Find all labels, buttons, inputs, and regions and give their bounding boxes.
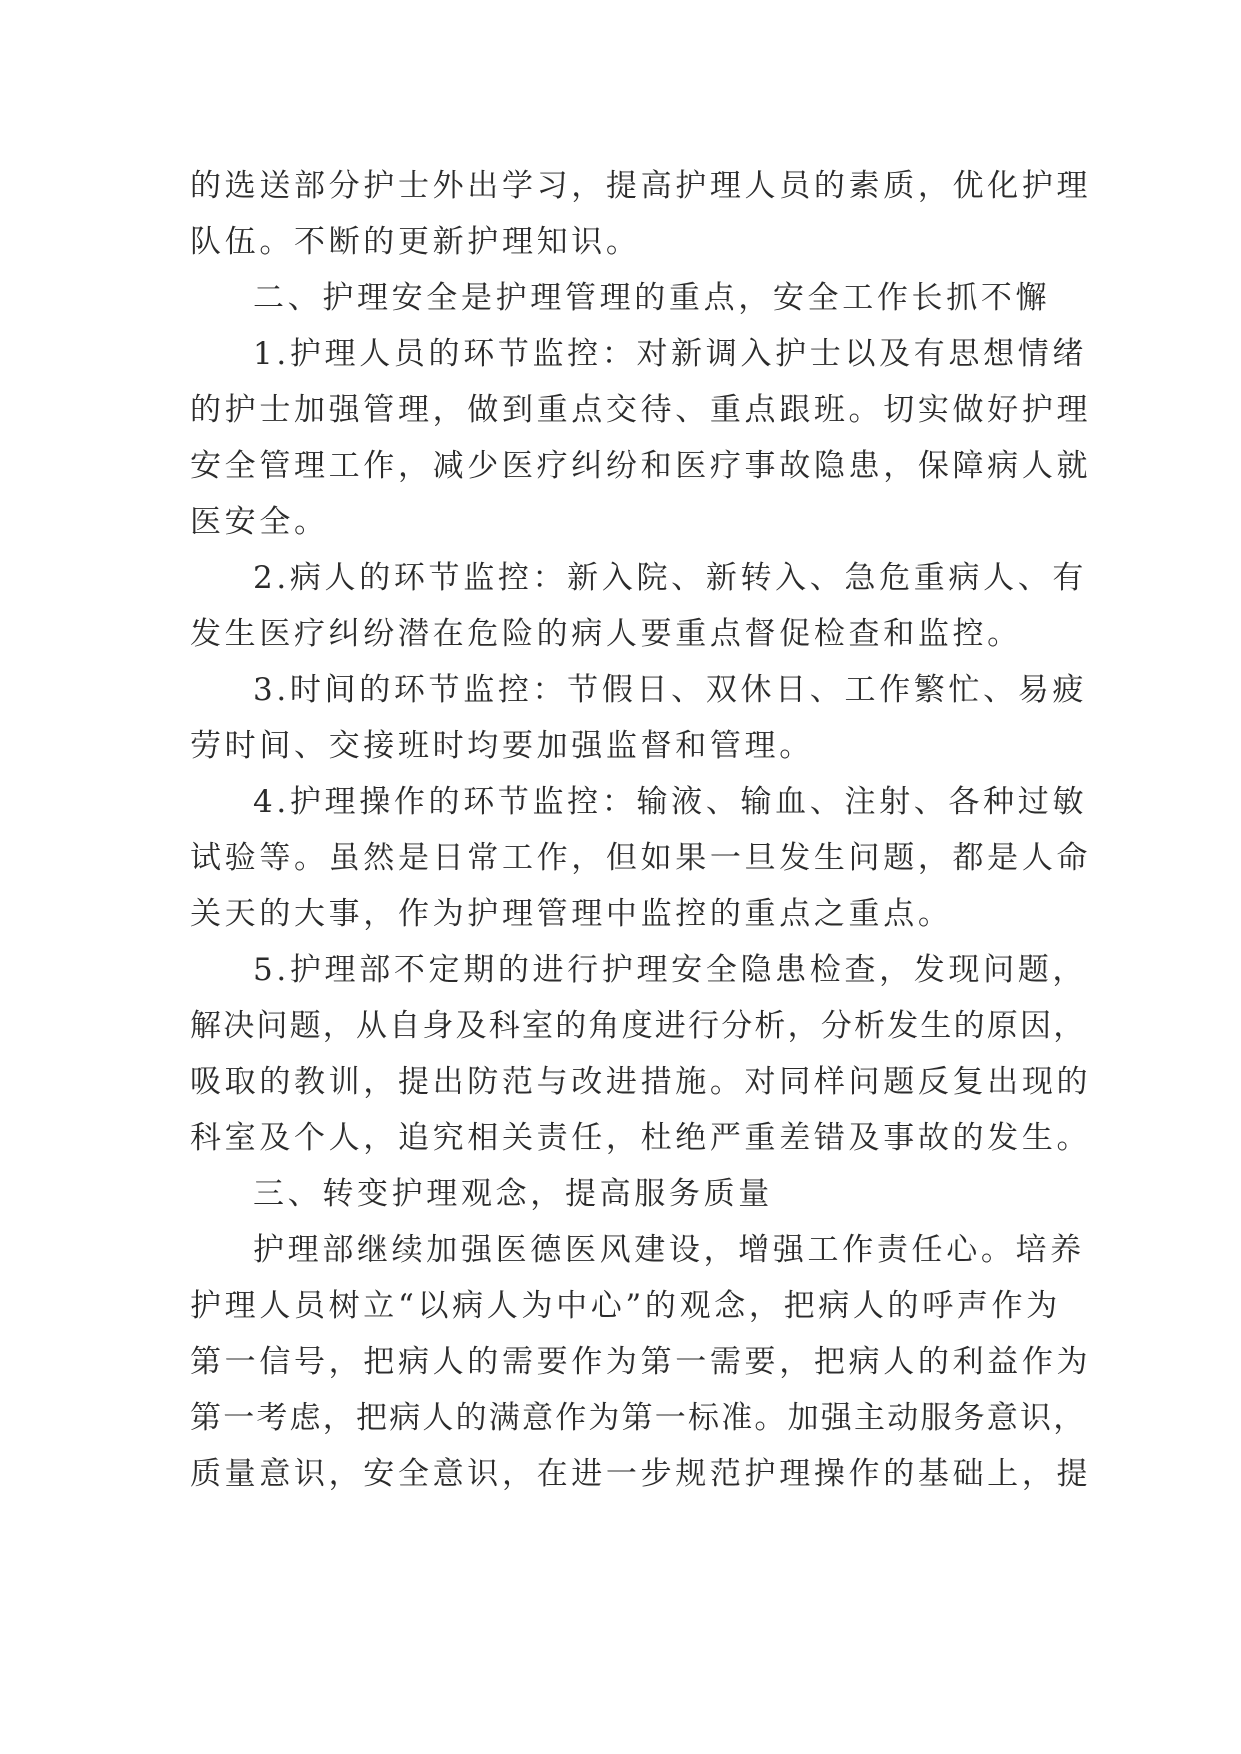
text-line: 关天的大事，作为护理管理中监控的重点之重点。 bbox=[190, 896, 953, 932]
text-line: 队伍。不断的更新护理知识。 bbox=[190, 224, 641, 260]
text-line: 4.护理操作的环节监控：输液、输血、注射、各种过敏 bbox=[253, 784, 1088, 820]
text-line: 吸取的教训，提出防范与改进措施。对同样问题反复出现的 bbox=[190, 1064, 1092, 1100]
text-line: 试验等。虽然是日常工作，但如果一旦发生问题，都是人命 bbox=[190, 840, 1092, 876]
text-line: 科室及个人，追究相关责任，杜绝严重差错及事故的发生。 bbox=[190, 1120, 1092, 1156]
text-line: 医安全。 bbox=[190, 504, 329, 540]
text-line: 发生医疗纠纷潜在危险的病人要重点督促检查和监控。 bbox=[190, 616, 1022, 652]
text-line: 安全管理工作，减少医疗纠纷和医疗事故隐患，保障病人就 bbox=[190, 448, 1092, 484]
text-line: 护理部继续加强医德医风建设，增强工作责任心。培养 bbox=[253, 1232, 1085, 1268]
text-line: 2.病人的环节监控：新入院、新转入、急危重病人、有 bbox=[253, 560, 1088, 596]
text-line: 的护士加强管理，做到重点交待、重点跟班。切实做好护理 bbox=[190, 392, 1092, 428]
text-line: 护理人员树立“以病人为中心”的观念，把病人的呼声作为 bbox=[190, 1288, 1061, 1324]
text-line: 质量意识，安全意识，在进一步规范护理操作的基础上，提 bbox=[190, 1456, 1092, 1492]
text-line: 5.护理部不定期的进行护理安全隐患检查，发现问题， bbox=[253, 952, 1088, 988]
text-line: 3.时间的环节监控：节假日、双休日、工作繁忙、易疲 bbox=[253, 672, 1088, 708]
text-line: 劳时间、交接班时均要加强监督和管理。 bbox=[190, 728, 814, 764]
text-line: 的选送部分护士外出学习，提高护理人员的素质，优化护理 bbox=[190, 168, 1092, 204]
section-heading: 三、转变护理观念，提高服务质量 bbox=[253, 1176, 773, 1212]
text-line: 第一考虑，把病人的满意作为第一标准。加强主动服务意识， bbox=[190, 1400, 1087, 1436]
text-line: 1.护理人员的环节监控：对新调入护士以及有思想情绪 bbox=[253, 336, 1088, 372]
section-heading: 二、护理安全是护理管理的重点，安全工作长抓不懈 bbox=[253, 280, 1051, 316]
text-line: 解决问题，从自身及科室的角度进行分析，分析发生的原因， bbox=[190, 1008, 1087, 1044]
text-line: 第一信号，把病人的需要作为第一需要，把病人的利益作为 bbox=[190, 1344, 1092, 1380]
